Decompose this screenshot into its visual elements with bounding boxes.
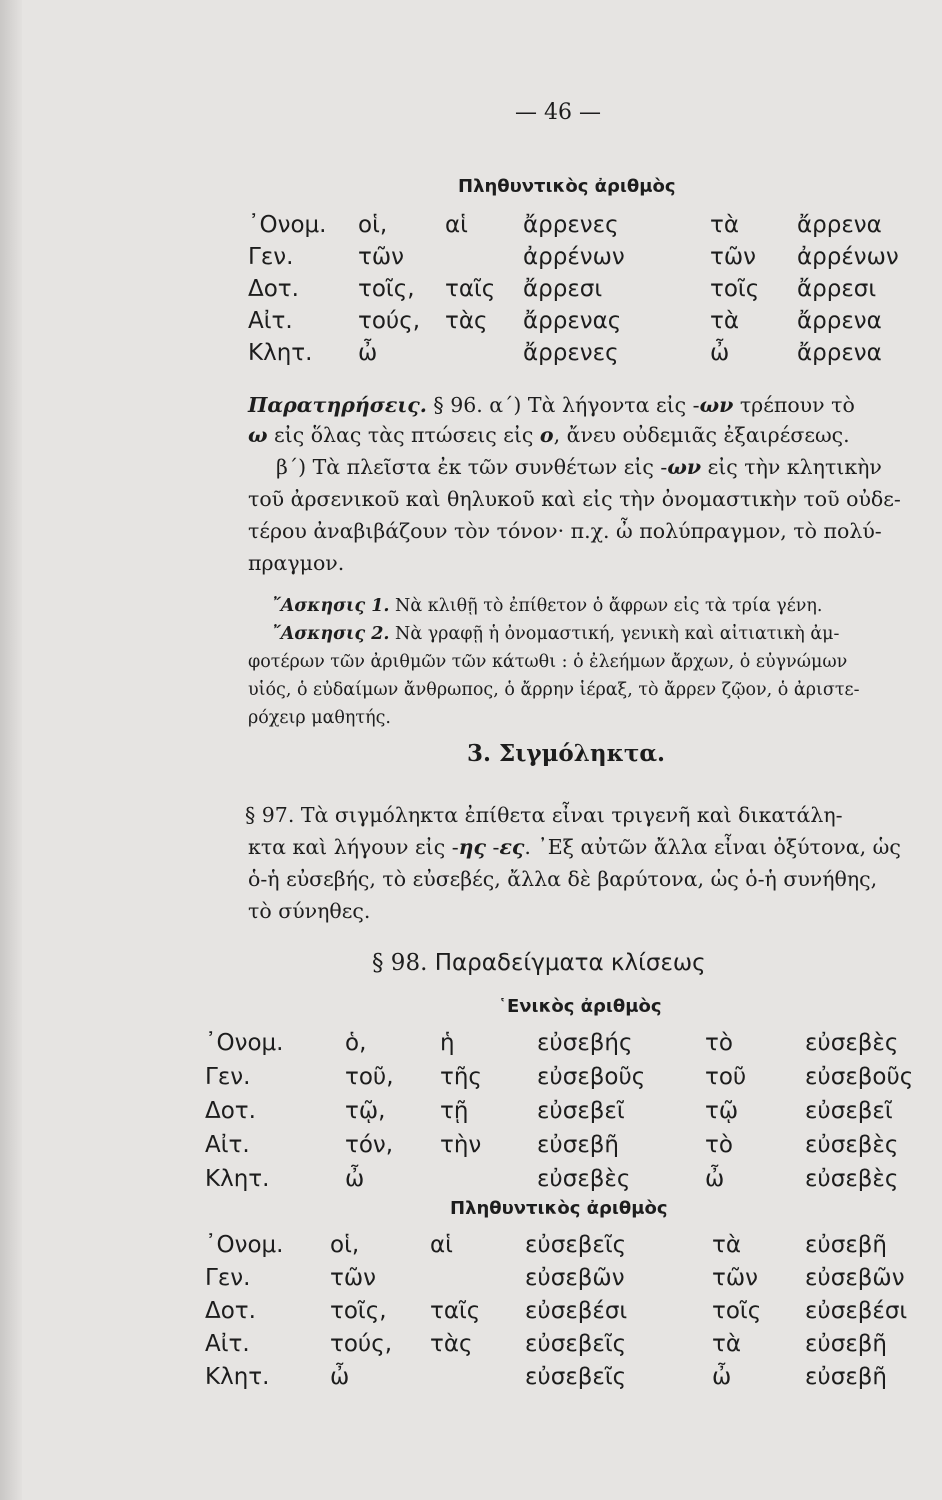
table2-heading: ῾Ενικὸς ἀριθμὸς <box>498 996 662 1017</box>
table-cell: εὐσεβῆ <box>805 1364 888 1390</box>
para-97-text: - <box>486 835 500 859</box>
table-cell: ὦ <box>345 1166 365 1192</box>
table-cell: εὐσεβὲς <box>805 1132 899 1158</box>
remarks-text: , ἄνευ οὐδεμιᾶς ἐξαιρέσεως. <box>553 423 850 447</box>
section-98-title <box>372 950 706 976</box>
table-cell: αἱ <box>445 212 468 238</box>
table-cell: αἱ <box>430 1232 453 1258</box>
ending-ο: ο <box>539 423 554 447</box>
table-cell: ὦ <box>330 1364 350 1390</box>
para-97-line-1: § 97. Τὰ σιγμόληκτα ἐπίθετα εἶναι τριγενῆ καὶ δικατάλη- <box>245 803 843 827</box>
table-cell: ᾿Ονομ. <box>205 1232 284 1258</box>
table-cell: Δοτ. <box>205 1098 256 1124</box>
table-cell: εὐσεβὲς <box>805 1166 899 1192</box>
section-98-heading: Παραδείγματα κλίσεως <box>427 950 706 976</box>
table-cell: εὐσεβέσι <box>805 1298 908 1324</box>
table-cell: Αἰτ. <box>205 1132 250 1158</box>
table-cell: τοῖς, <box>330 1298 387 1324</box>
table-cell: τὰ <box>710 308 740 334</box>
table-cell: ἀρρένων <box>523 244 625 270</box>
table-cell: τῷ, <box>345 1098 386 1124</box>
para-97-text: κτα καὶ λήγουν εἰς - <box>248 835 459 859</box>
table-cell: τῷ <box>705 1098 739 1124</box>
remarks-line-1 <box>248 390 855 420</box>
table-cell: ταῖς <box>445 276 496 302</box>
table1-heading: Πληθυντικὸς ἀριθμὸς <box>458 176 676 197</box>
table-cell: τὰ <box>712 1232 742 1258</box>
table-cell: Αἰτ. <box>205 1331 250 1357</box>
table-cell: ἄρρενες <box>523 212 619 238</box>
ending-ης: ης <box>458 835 487 859</box>
table-cell: ἄρρεσι <box>523 276 603 302</box>
table-cell: τῶν <box>358 244 404 270</box>
table-cell: εὐσεβῶν <box>525 1265 625 1291</box>
exercise-1 <box>272 592 822 620</box>
table-cell: εὐσεβῆ <box>537 1132 620 1158</box>
exercise-2-text: Νὰ γραφῇ ἡ ὀνομαστική, γενικὴ καὶ αἰτιατικὴ ἀμ- <box>389 624 840 644</box>
ending-ων: ων <box>699 393 734 417</box>
table-cell: τόν, <box>345 1132 394 1158</box>
table-cell: τοῦ, <box>345 1064 394 1090</box>
table-cell: οἱ, <box>330 1232 360 1258</box>
table-cell: Γεν. <box>248 244 294 270</box>
remarks-text: εἰς τὴν κλητικὴν <box>701 455 882 479</box>
table-cell: εὐσεβῶν <box>805 1265 905 1291</box>
page-number: — 46 — <box>515 100 601 125</box>
table-cell: ἄρρενα <box>797 212 882 238</box>
remarks-line-5: τέρου ἀναβιβάζουν τὸν τόνον· π.χ. ὦ πολύπραγμον, τὸ πολύ- <box>248 519 882 543</box>
ending-ες: ες <box>499 835 525 859</box>
remarks-line-3 <box>276 452 882 482</box>
section-98-number: § 98. <box>372 950 428 976</box>
table-cell: τὰς <box>445 308 488 334</box>
remarks-text: β´) Τὰ πλεῖστα ἐκ τῶν συνθέτων εἰς - <box>276 455 668 479</box>
table-cell: Κλητ. <box>248 340 313 366</box>
table-cell: εὐσεβοῦς <box>537 1064 646 1090</box>
table-cell: Κλητ. <box>205 1166 270 1192</box>
table-cell: εὐσεβέσι <box>525 1298 628 1324</box>
remarks-line-2 <box>248 420 850 450</box>
table-cell: τῆς <box>440 1064 482 1090</box>
table-cell: εὐσεβεῖ <box>537 1098 625 1124</box>
exercise-2-line-3: υἱός, ὁ εὐδαίμων ἄνθρωπος, ὁ ἄρρην ἱέραξ, τὸ ἄρρεν ζῷον, ὁ ἀριστε- <box>248 680 860 700</box>
table-cell: ὦ <box>712 1364 732 1390</box>
table-cell: τῇ <box>440 1098 469 1124</box>
table-cell: ὁ, <box>345 1030 367 1056</box>
table-cell: τὴν <box>440 1132 482 1158</box>
para-97-text: . ᾿Εξ αὐτῶν ἄλλα εἶναι ὀξύτονα, ὡς <box>524 835 901 859</box>
table-cell: Γεν. <box>205 1064 251 1090</box>
table-cell: ὦ <box>705 1166 725 1192</box>
table-cell: εὐσεβεῖς <box>525 1232 627 1258</box>
table-cell: εὐσεβεῖς <box>525 1364 627 1390</box>
table-cell: τοῖς, <box>358 276 415 302</box>
exercise-1-text: Νὰ κλιθῇ τὸ ἐπίθετον ὁ ἄφρων εἰς τὰ τρία γένη. <box>389 596 823 616</box>
table-cell: τῶν <box>710 244 756 270</box>
table-cell: τῶν <box>330 1265 376 1291</box>
table-cell: εὐσεβεῖς <box>525 1331 627 1357</box>
table-cell: Γεν. <box>205 1265 251 1291</box>
exercise-1-label: ῎Ασκησις 1. <box>272 596 390 616</box>
table-cell: τοῖς <box>710 276 760 302</box>
table-cell: ᾿Ονομ. <box>205 1030 284 1056</box>
remarks-text: τρέπουν τὸ <box>733 393 855 417</box>
table-cell: ἀρρένων <box>797 244 899 270</box>
table-cell: τούς, <box>330 1331 393 1357</box>
table-cell: τούς, <box>358 308 421 334</box>
remarks-label: Παρατηρήσεις. <box>248 393 427 417</box>
table-cell: τοῦ <box>705 1064 747 1090</box>
table-cell: ἄρρενα <box>797 308 882 334</box>
table-cell: τὸ <box>705 1030 733 1056</box>
exercise-2-line-2: φοτέρων τῶν ἀριθμῶν τῶν κάτωθι : ὁ ἐλεήμων ἄρχων, ὁ εὐγνώμων <box>248 652 848 672</box>
table-cell: εὐσεβὲς <box>537 1166 631 1192</box>
ending-ων: ων <box>667 455 702 479</box>
table-cell: τοῖς <box>712 1298 762 1324</box>
table-cell: ἄρρενα <box>797 340 882 366</box>
table-cell: τὸ <box>705 1132 733 1158</box>
table-cell: ἄρρενες <box>523 340 619 366</box>
table-cell: εὐσεβῆ <box>805 1331 888 1357</box>
page-edge <box>0 0 22 1500</box>
table-cell: ὦ <box>710 340 730 366</box>
table-cell: τὰς <box>430 1331 473 1357</box>
table-cell: οἱ, <box>358 212 388 238</box>
table-cell: ἄρρενας <box>523 308 622 334</box>
table-cell: ὦ <box>358 340 378 366</box>
table-cell: ἡ <box>440 1030 455 1056</box>
table-cell: εὐσεβοῦς <box>805 1064 914 1090</box>
table-cell: Αἰτ. <box>248 308 293 334</box>
table-cell: εὐσεβῆ <box>805 1232 888 1258</box>
table-cell: τῶν <box>712 1265 758 1291</box>
remarks-text: § 96. α´) Τὰ λήγοντα εἰς - <box>426 393 700 417</box>
para-97-line-4: τὸ σύνηθες. <box>248 899 371 923</box>
table-cell: ταῖς <box>430 1298 481 1324</box>
table-cell: Δοτ. <box>248 276 299 302</box>
ending-ω: ω <box>248 423 268 447</box>
exercise-2 <box>272 620 839 648</box>
table-cell: τὰ <box>710 212 740 238</box>
remarks-line-4: τοῦ ἀρσενικοῦ καὶ θηλυκοῦ καὶ εἰς τὴν ὀνομαστικὴν τοῦ οὐδε- <box>248 487 901 511</box>
table3-heading: Πληθυντικὸς ἀριθμὸς <box>450 1198 668 1219</box>
section-3-title: 3. Σιγμόληκτα. <box>467 740 666 767</box>
para-97-line-2 <box>248 832 901 862</box>
table-cell: εὐσεβὲς <box>805 1030 899 1056</box>
table-cell: Δοτ. <box>205 1298 256 1324</box>
table-cell: Κλητ. <box>205 1364 270 1390</box>
remarks-text: εἰς ὅλας τὰς πτώσεις εἰς <box>267 423 540 447</box>
table-cell: ᾿Ονομ. <box>248 212 327 238</box>
table-cell: ἄρρεσι <box>797 276 877 302</box>
table-cell: εὐσεβεῖ <box>805 1098 893 1124</box>
para-97-line-3: ὁ-ἡ εὐσεβής, τὸ εὐσεβές, ἄλλα δὲ βαρύτονα, ὡς ὁ-ἡ συνήθης, <box>248 867 878 891</box>
exercise-2-label: ῎Ασκησις 2. <box>272 624 390 644</box>
table-cell: τὰ <box>712 1331 742 1357</box>
exercise-2-line-4: ρόχειρ μαθητής. <box>248 708 391 728</box>
remarks-line-6: πραγμον. <box>248 551 345 575</box>
table-cell: εὐσεβής <box>537 1030 633 1056</box>
